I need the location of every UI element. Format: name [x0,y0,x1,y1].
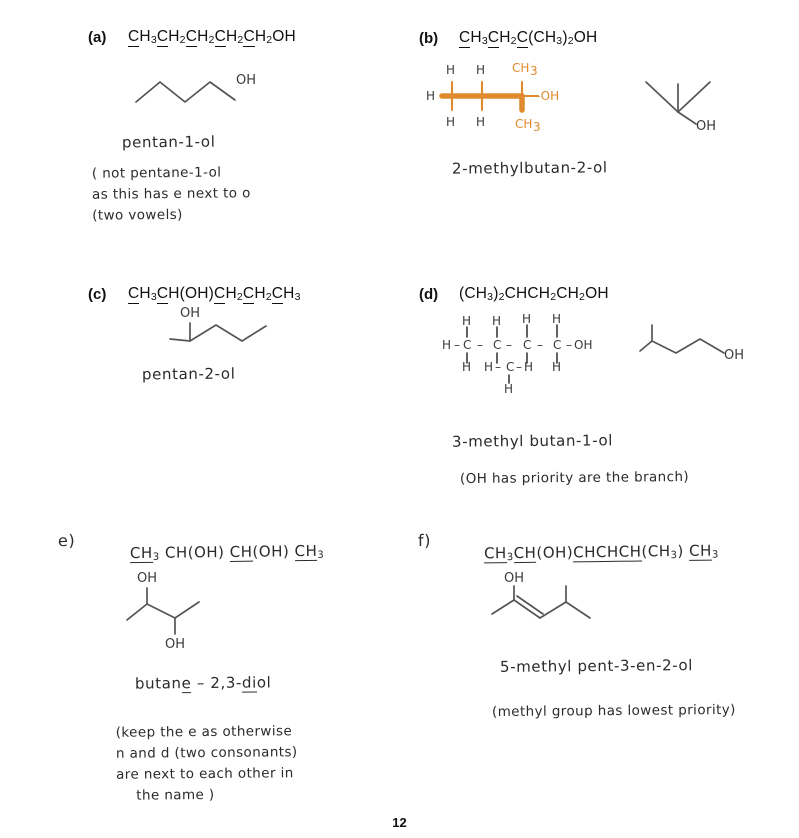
svg-text:OH: OH [236,73,257,88]
svg-text:-OH: -OH [536,89,560,103]
svg-text:H: H [522,312,532,326]
skeletal-structure-f [490,570,630,640]
answer-name-e: butane – 2,3-diol [134,673,272,693]
svg-text:3: 3 [530,64,538,78]
svg-text:H: H [552,312,562,326]
question-label-c: (c) [88,286,107,303]
svg-text:OH: OH [504,571,525,586]
svg-text:C: C [493,338,502,352]
svg-text:CH: CH [512,61,530,75]
svg-text:OH: OH [137,571,158,586]
svg-text:OH: OH [724,348,745,363]
svg-text:C: C [553,338,562,352]
svg-text:–: – [495,360,501,374]
answer-name-f: 5-methyl pent-3-en-2-ol [499,656,694,676]
svg-text:H: H [446,63,456,77]
svg-text:H: H [552,360,562,374]
answer-name-b: 2-methylbutan-2-ol [451,158,608,178]
formula-c: $CH_3CH(OH)CH_2CH_2CH_3$ [128,285,301,303]
svg-text:OH: OH [696,119,717,134]
svg-text:–: – [477,338,483,352]
svg-text:H: H [426,89,436,103]
question-label-b: (b) [419,30,439,47]
svg-text:H: H [446,115,456,129]
skeletal-structure-d [638,315,753,365]
svg-text:H: H [476,115,486,129]
svg-text:–: – [506,338,512,352]
svg-text:–: – [516,360,522,374]
note-e-line-3: are next to each other in [116,765,294,783]
svg-text:H: H [442,338,452,352]
svg-text:C: C [463,338,472,352]
note-e [116,721,298,806]
svg-text:H: H [504,382,514,396]
note-e-line-1: (keep the e as otherwise [115,723,293,741]
svg-text:–: – [537,338,543,352]
note-a-line-1: ( not pentane-1-ol [91,164,222,182]
svg-text:OH: OH [180,306,201,321]
formula-f: $CH_3CH(OH)CHCHCH(CH_3)$ $CH_3$ [483,541,719,564]
svg-text:OH: OH [574,338,593,352]
svg-text:H: H [462,360,472,374]
svg-text:–: – [454,338,460,352]
svg-text:CH: CH [515,117,533,131]
note-a-line-2: as this has e next to o [91,185,251,203]
note-a [92,162,251,226]
formula-b: $CH_3CH_2C(CH_3)_2OH$ [459,29,598,47]
svg-text:H: H [462,314,472,328]
svg-text:H: H [492,314,502,328]
formula-e: $CH_3$ CH(OH) CH(OH) $CH_3$ [129,541,325,563]
svg-text:H: H [476,63,486,77]
note-a-line-3: (two vowels) [92,206,183,224]
svg-text:H: H [524,360,534,374]
answer-name-d: 3-methyl butan-1-ol [451,431,614,451]
svg-text:C: C [506,360,515,374]
formula-d: $(CH_3)_2CHCH_2CH_2OH$ [459,285,609,303]
page-number: 12 [392,815,407,830]
question-label-d: (d) [419,286,439,303]
displayed-formula-d [440,312,610,396]
svg-text:OH: OH [165,637,186,652]
skeletal-structure-c [168,303,298,351]
question-label-a: (a) [88,29,107,46]
svg-text:3: 3 [533,120,541,134]
question-label-f: f) [417,530,432,551]
skeletal-structure-b [640,72,740,134]
svg-text:H: H [484,360,494,374]
formula-a: $CH_3CH_2CH_2CH_2CH_2OH$ [128,28,296,46]
note-e-line-4: the name ) [136,786,215,804]
question-label-e: e) [57,530,76,551]
answer-name-a: pentan-1-ol [121,132,216,152]
skeletal-structure-a [132,68,272,114]
svg-text:–: – [566,338,572,352]
skeletal-structure-e [125,570,235,652]
svg-text:C: C [523,338,532,352]
note-f: (methyl group has lowest priority) [491,701,736,721]
note-e-line-2: n and d (two consonants) [115,744,298,762]
note-d: (OH has priority are the branch) [459,469,690,487]
displayed-formula-b [424,58,564,140]
answer-name-c: pentan-2-ol [141,364,236,384]
